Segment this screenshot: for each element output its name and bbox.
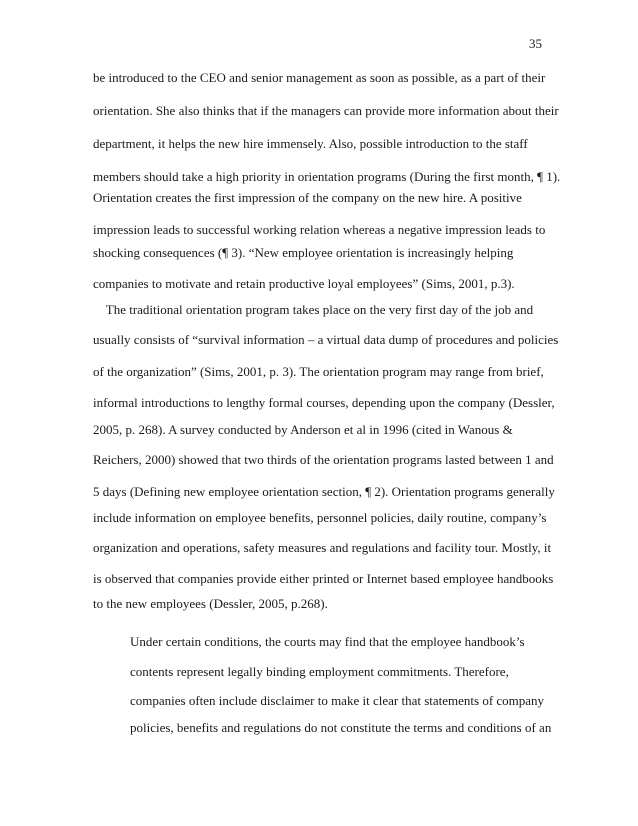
body-line: informal introductions to lengthy formal courses, depending upon the company (Dessler, <box>93 395 555 410</box>
body-line: impression leads to successful working relation whereas a negative impression leads to <box>93 222 546 237</box>
page-number: 35 <box>529 36 542 51</box>
body-line: usually consists of “survival information – a virtual data dump of procedures and policies <box>93 332 559 347</box>
body-line: organization and operations, safety measures and regulations and facility tour. Mostly, it <box>93 540 552 555</box>
block-quote-line: companies often include disclaimer to make it clear that statements of company <box>130 693 545 708</box>
body-line: department, it helps the new hire immensely. Also, possible introduction to the staff <box>93 136 528 151</box>
body-line: include information on employee benefits, personnel policies, daily routine, company’s <box>93 510 547 525</box>
body-line: orientation. She also thinks that if the managers can provide more information about their <box>93 103 559 118</box>
body-line: members should take a high priority in orientation programs (During the first month, ¶ 1). <box>93 169 561 184</box>
body-line: The traditional orientation program takes place on the very first day of the job and <box>93 302 534 317</box>
body-line: be introduced to the CEO and senior management as soon as possible, as a part of their <box>93 70 546 85</box>
body-line: 2005, p. 268). A survey conducted by Anderson et al in 1996 (cited in Wanous & <box>93 422 513 437</box>
body-line: is observed that companies provide either printed or Internet based employee handbooks <box>93 571 554 586</box>
body-line: of the organization” (Sims, 2001, p. 3). The orientation program may range from brief, <box>93 364 544 379</box>
body-line: shocking consequences (¶ 3). “New employee orientation is increasingly helping <box>93 245 514 260</box>
body-line: to the new employees (Dessler, 2005, p.268). <box>93 596 328 611</box>
block-quote-line: policies, benefits and regulations do not constitute the terms and conditions of an <box>130 720 552 735</box>
body-line: companies to motivate and retain productive loyal employees” (Sims, 2001, p.3). <box>93 276 515 291</box>
block-quote-line: Under certain conditions, the courts may find that the employee handbook’s <box>130 634 525 649</box>
body-line: Orientation creates the first impression of the company on the new hire. A positive <box>93 190 522 205</box>
block-quote-line: contents represent legally binding employment commitments. Therefore, <box>130 664 509 679</box>
body-line: Reichers, 2000) showed that two thirds of the orientation programs lasted between 1 and <box>93 452 554 467</box>
body-line: 5 days (Defining new employee orientation section, ¶ 2). Orientation programs generally <box>93 484 555 499</box>
